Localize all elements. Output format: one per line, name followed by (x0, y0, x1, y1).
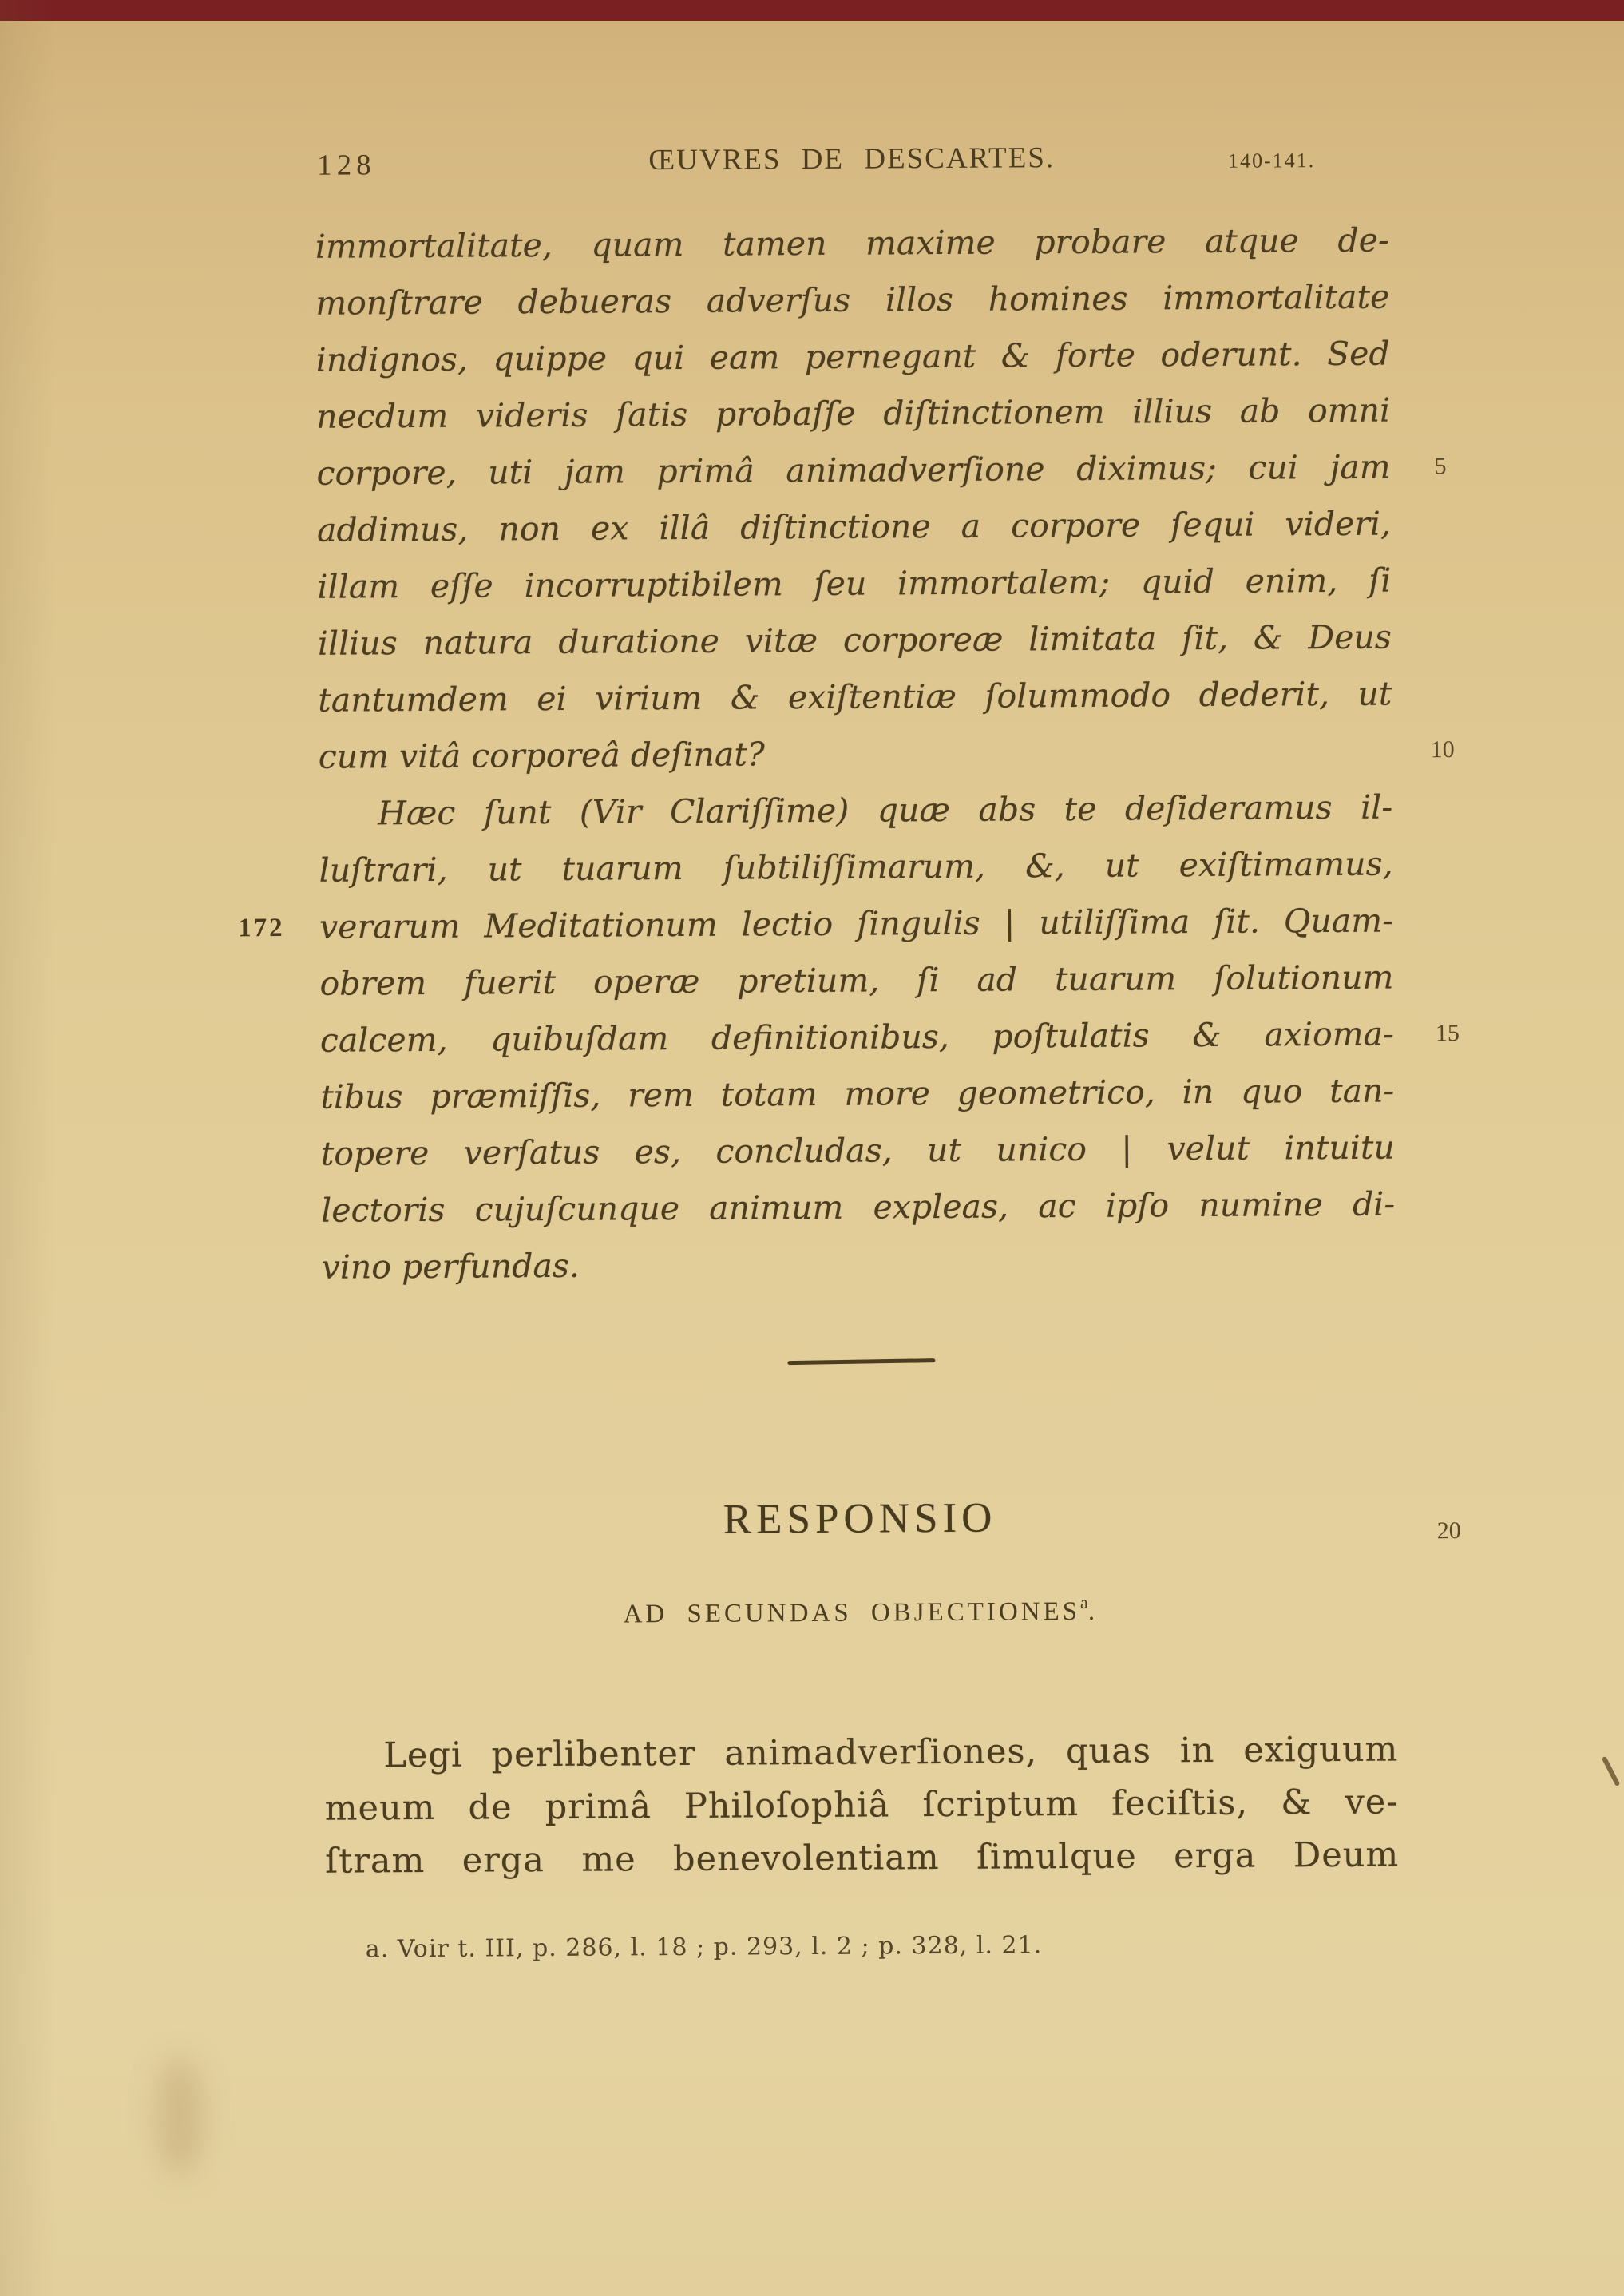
body-line: vino perfundas. (321, 1246, 580, 1287)
body-line: addimus, non ex illâ diſtinctione a corpore ſequi videri, (316, 504, 1392, 549)
body-line: corpore, uti jam primâ animadverſione diximus; cui jam (316, 447, 1391, 493)
body-line: luſtrari, ut tuarum ſubtiliſſimarum, &, ut exiſtimamus, (319, 844, 1393, 890)
body-line: ſtram erga me benevolentiam ſimulque erga Deum (325, 1834, 1400, 1882)
body-line: tibus præmiſſis, rem totam more geometrico, in quo tan- (320, 1071, 1395, 1116)
line-number-10: 10 (1430, 736, 1455, 763)
body-line: indignos, quippe qui eam pernegant & forte oderunt. Sed (315, 334, 1390, 379)
section-heading: RESPONSIO (723, 1494, 997, 1543)
body-line: immortalitate, quam tamen maxime probare atque de- (315, 220, 1389, 266)
latin-italic-text (315, 212, 1396, 1296)
paper-smudge (156, 2056, 204, 2176)
body-line: cum vitâ corporeâ deſinat? (318, 735, 766, 776)
body-line: tantumdem ei virium & exiſtentiæ ſolummodo dederit, ut (318, 674, 1392, 720)
body-line: lectoris cujuſcunque animum expleas, ac ipſo numine di- (321, 1184, 1396, 1230)
line-number-5: 5 (1434, 453, 1447, 480)
running-title: ŒUVRES DE DESCARTES. (648, 141, 1056, 177)
body-line: verarum Meditationum lectio ſingulis | utiliſſima ſit. Quam- (319, 901, 1394, 946)
body-line: monſtrare debueras adverſus illos homines immortalitate (315, 277, 1390, 323)
page-number: 128 (317, 149, 376, 182)
stray-ink-mark (1602, 1756, 1621, 1786)
latin-roman-text (324, 1723, 1399, 1888)
body-line: meum de primâ Philoſophiâ ſcriptum feciſtis, & ve- (324, 1782, 1399, 1829)
section-subheading (323, 1591, 1397, 1632)
body-line: illam eſſe incorruptibilem ſeu immortalem; quid enim, ſi (317, 561, 1392, 606)
marginal-page-number-172: 172 (237, 914, 285, 943)
body-line: obrem fuerit operæ pretium, ſi ad tuarum ſolutionum (319, 958, 1394, 1003)
body-line: illius natura duratione vitæ corporeæ limitata ſit, & Deus (317, 617, 1392, 663)
body-line: calcem, quibuſdam definitionibus, poſtulatis & axioma- (319, 1014, 1395, 1060)
footnote: a. Voir t. III, p. 286, l. 18 ; p. 293, l. 2 ; p. 328, l. 21. (365, 1931, 1043, 1964)
running-header (315, 139, 1388, 185)
section-divider-rule (787, 1358, 935, 1365)
folio-reference: 140-141. (1227, 149, 1316, 172)
body-line: topere verſatus es, concludas, ut unico | velut intuitu (320, 1128, 1395, 1173)
body-line: Hæc ſunt (Vir Clariſſime) quæ abs te deſideramus il- (378, 787, 1393, 833)
subheading-period: . (1087, 1596, 1099, 1626)
line-number-20: 20 (1436, 1517, 1461, 1545)
line-number-15: 15 (1435, 1020, 1460, 1047)
body-line: necdum videris ſatis probaſſe diſtinctionem illius ab omni (316, 391, 1391, 436)
footnote-marker: a (1079, 1592, 1088, 1612)
body-line: Legi perlibenter animadverſiones, quas in exiguum (383, 1729, 1399, 1776)
subheading-text: AD SECUNDAS OBJECTIONES (623, 1596, 1081, 1629)
